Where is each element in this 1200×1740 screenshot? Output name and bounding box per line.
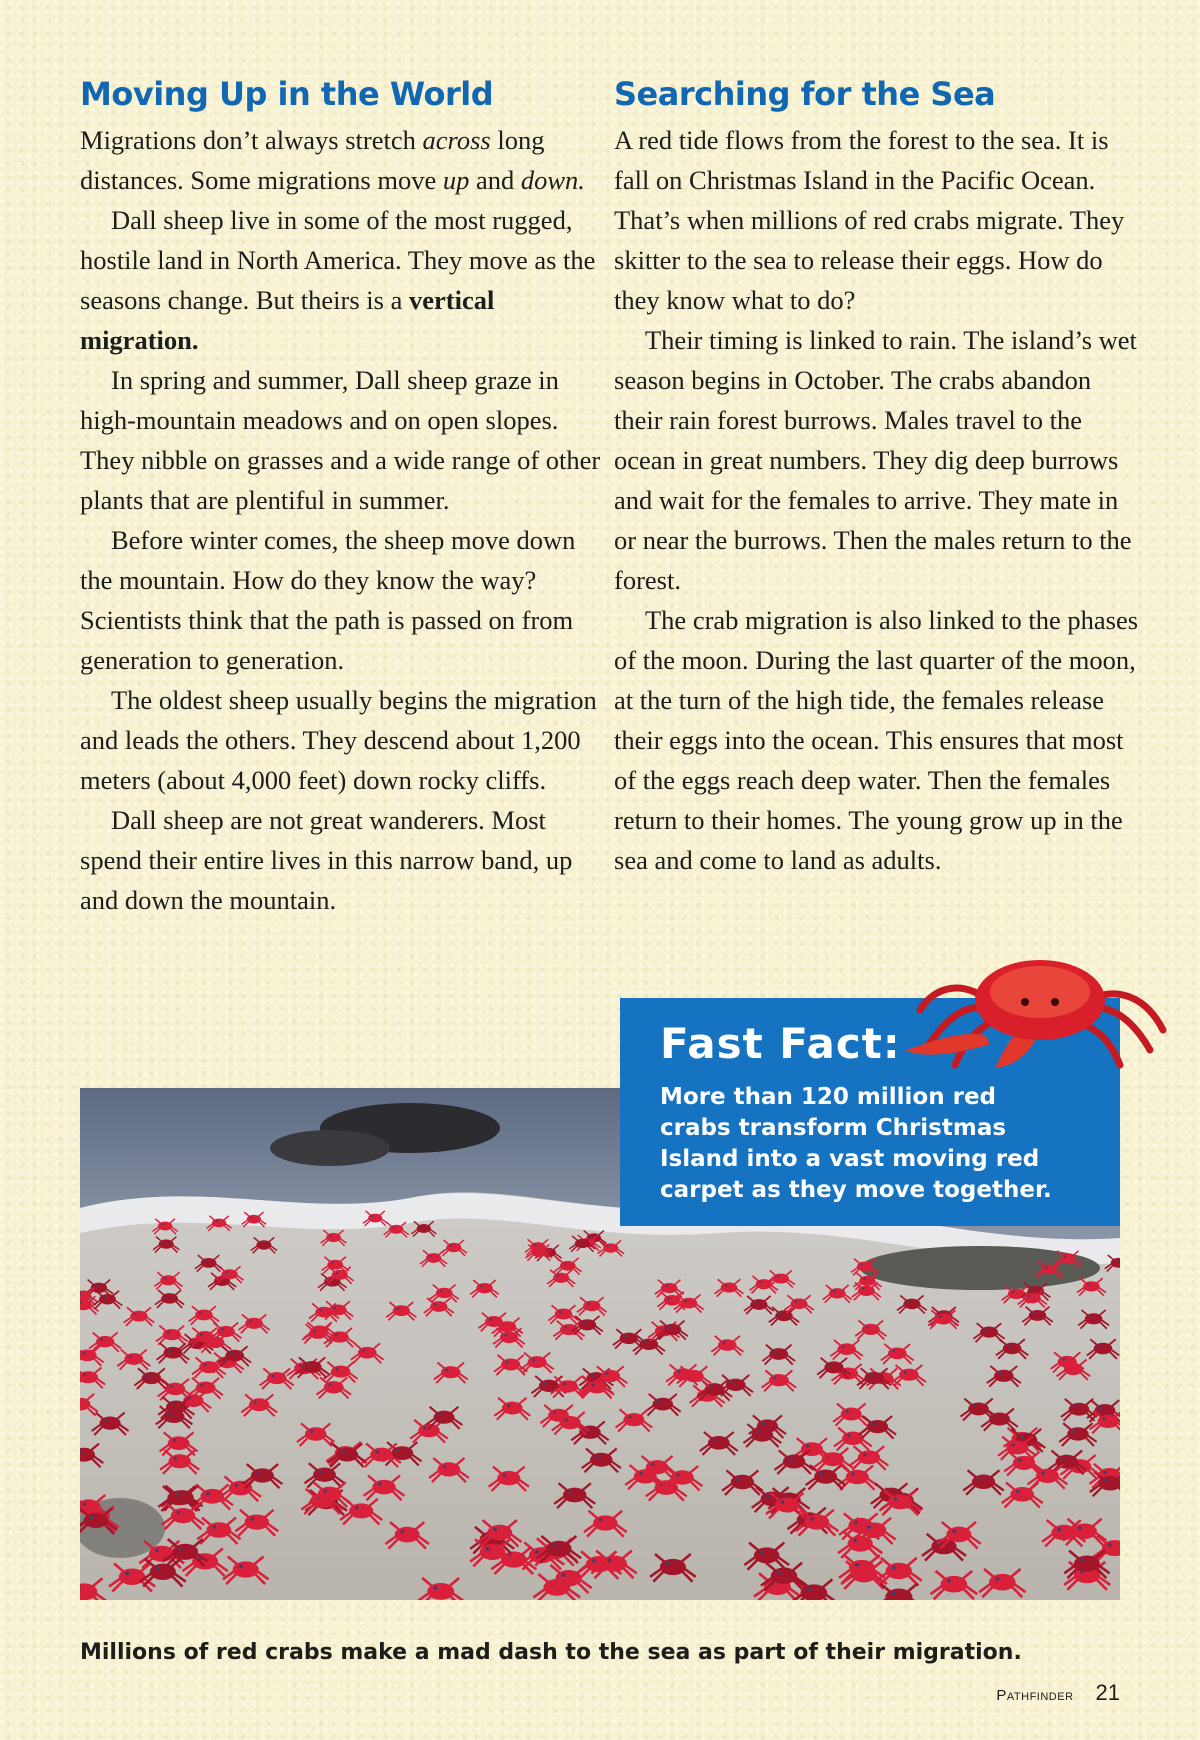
paragraph: A red tide flows from the forest to the sea. It is fall on Christmas Island in the Pacific Ocean. That’s when millions of red crabs migrate. They skitter to the sea to release their eggs. How do they know what to do? xyxy=(614,125,1125,315)
paragraph: In spring and summer, Dall sheep graze in high-mountain meadows and on open slopes. They nibble on grasses and a wide range of other plants that are plentiful in summer. xyxy=(80,365,601,515)
paragraph: Before winter comes, the sheep move down the mountain. How do they know the way? Scientists think that the path is passed on from generation to generation. xyxy=(80,525,576,675)
red-crab-icon xyxy=(895,940,1185,1070)
page-footer xyxy=(996,1680,1120,1706)
photo-caption: Millions of red crabs make a mad dash to the sea as part of their migration. xyxy=(80,1640,1022,1665)
section-heading-searching-sea: Searching for the Sea xyxy=(614,75,996,113)
left-column xyxy=(80,70,610,920)
fast-fact-title: Fast Fact: xyxy=(660,1019,901,1068)
fast-fact-text: More than 120 million red crabs transform Christmas Island into a vast moving red carpet as they move together. xyxy=(660,1084,1052,1203)
key-term: vertical migration. xyxy=(80,285,495,355)
paragraph: Dall sheep live in some of the most rugged, hostile land in North America. They move as the seasons change. But theirs is a vertical migration. xyxy=(80,205,596,355)
paragraph: Their timing is linked to rain. The island’s wet season begins in October. The crabs abandon their rain forest burrows. Males travel to the ocean in great numbers. They dig deep burrows and wait for the females to arrive. They mate in or near the burrows. Then the males return to the forest. xyxy=(614,325,1137,595)
right-column xyxy=(614,70,1144,880)
publication-name: Pathfinder xyxy=(996,1687,1074,1704)
paragraph: Migrations don’t always stretch across long distances. Some migrations move up and down. xyxy=(80,125,585,195)
paragraph: The crab migration is also linked to the phases of the moon. During the last quarter of the moon, at the turn of the high tide, the females release their eggs into the ocean. This ensures that most of the eggs reach deep water. Then the females return to their homes. The young grow up in the sea and come to land as adults. xyxy=(614,605,1139,875)
page-number: 21 xyxy=(1095,1680,1120,1705)
paragraph: The oldest sheep usually begins the migration and leads the others. They descend about 1,200 meters (about 4,000 feet) down rocky cliffs. xyxy=(80,685,597,795)
paragraph: Dall sheep are not great wanderers. Most spend their entire lives in this narrow band, up and down the mountain. xyxy=(80,805,573,915)
section-heading-moving-up: Moving Up in the World xyxy=(80,75,494,113)
